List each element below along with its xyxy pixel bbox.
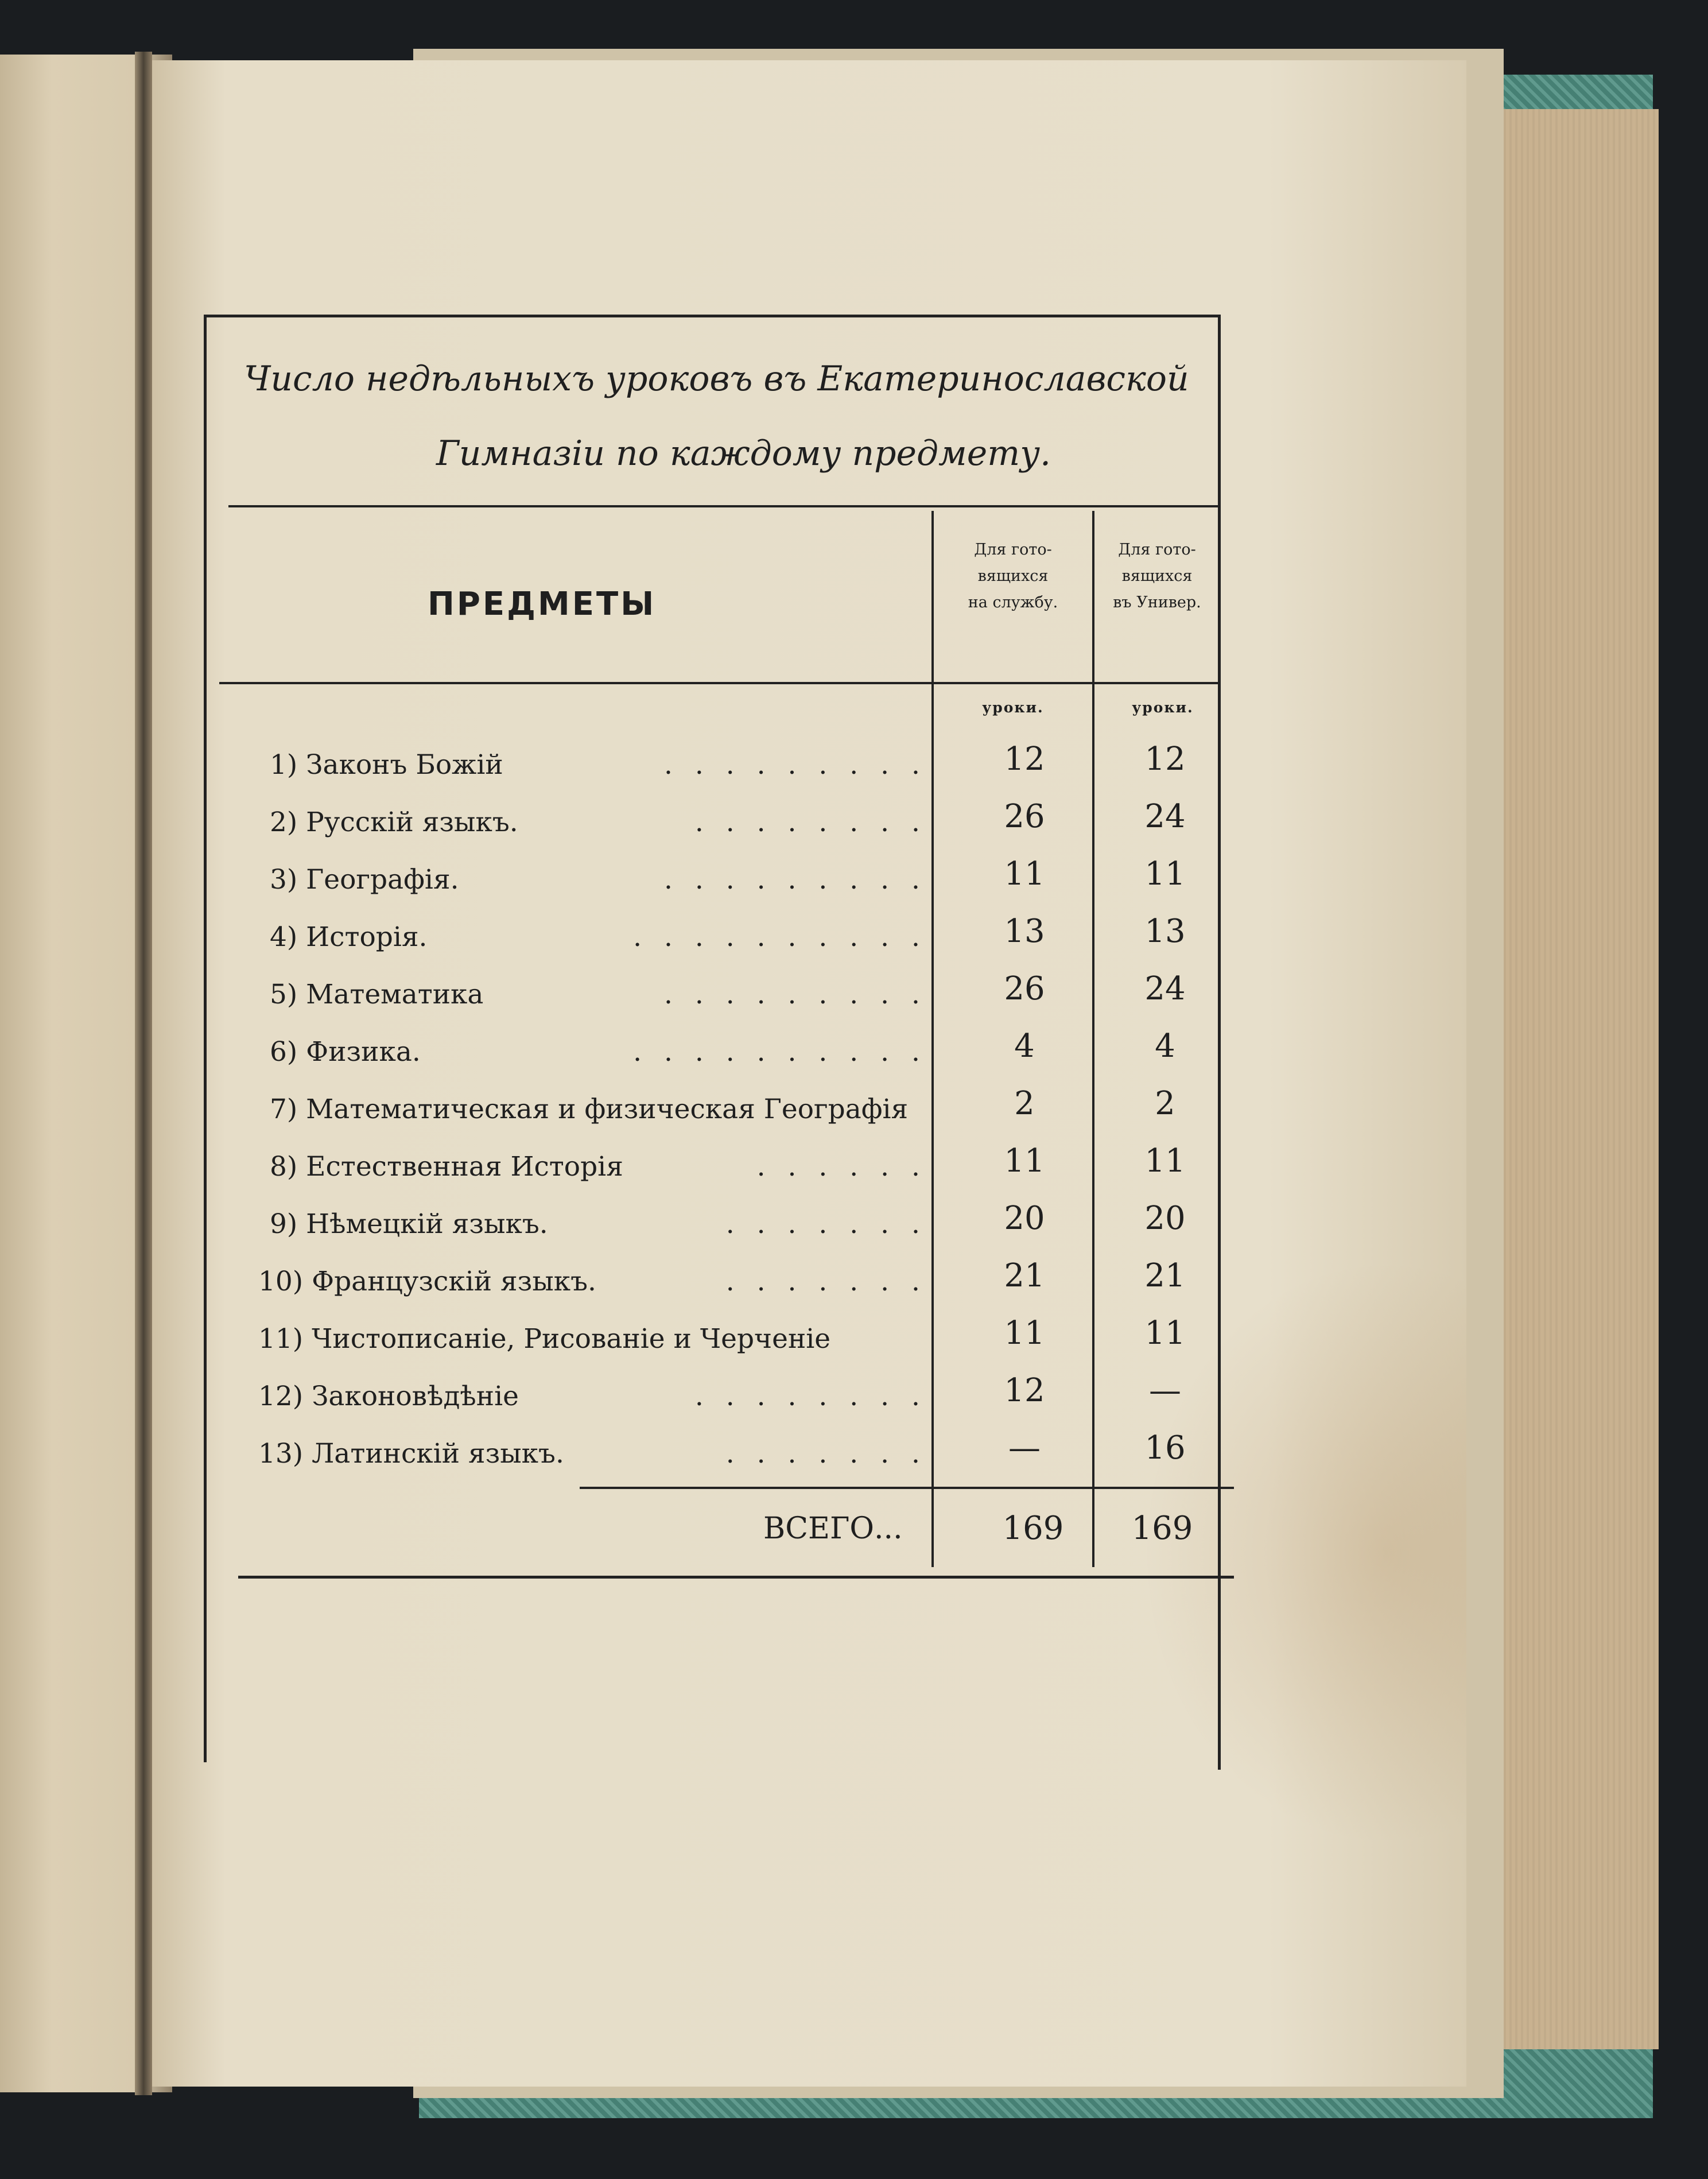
col-header-university: Для гото- вящихся въ Универ. [1113, 541, 1201, 611]
service-lessons: 11 [1004, 855, 1045, 893]
leader-dots: . . . . . . . . . [664, 864, 927, 895]
header-divider [219, 682, 1221, 684]
service-lessons: 21 [1004, 1257, 1045, 1294]
total-top-rule [580, 1487, 1234, 1489]
subject-label: 10) Французскій языкъ. [258, 1266, 596, 1297]
subject-label: 1) Законъ Божій [270, 749, 503, 781]
subject-label: 11) Чистописаніе, Рисованіе и Черченіе [258, 1323, 831, 1355]
total-service: 169 [1002, 1510, 1064, 1547]
subject-label: 8) Естественная Исторія [270, 1151, 623, 1182]
subject-label: 4) Исторія. [270, 921, 428, 953]
subject-label: 5) Математика [270, 979, 484, 1010]
subject-label: 2) Русскій языкъ. [270, 807, 518, 838]
title-divider [228, 505, 1220, 507]
service-lessons: 26 [1004, 970, 1045, 1007]
leader-dots: . . . . . . . . . [664, 979, 927, 1010]
table-title-line-2: Гимназіи по каждому предмету. [436, 433, 1051, 474]
service-lessons: 2 [1014, 1085, 1035, 1122]
university-lessons: 16 [1144, 1429, 1186, 1467]
university-lessons: 24 [1144, 970, 1186, 1007]
leader-dots: . . . . . . . . [694, 1381, 927, 1412]
service-lessons: 12 [1004, 1372, 1045, 1409]
subject-label: 3) Географія. [270, 864, 459, 895]
university-lessons: 20 [1144, 1200, 1186, 1237]
service-lessons: 12 [1004, 740, 1045, 778]
service-lessons: 20 [1004, 1200, 1045, 1237]
service-lessons: 13 [1004, 913, 1045, 950]
subject-label: 9) Нѣмецкій языкъ. [270, 1208, 548, 1240]
university-lessons: 24 [1144, 798, 1186, 835]
university-lessons: — [1149, 1372, 1181, 1409]
subject-label: 12) Законовѣдѣніе [258, 1381, 519, 1412]
university-lessons: 2 [1155, 1085, 1175, 1122]
table-left-border [204, 315, 207, 1762]
unit-label-service: уроки. [982, 699, 1044, 716]
subject-label: 7) Математическая и физическая Географія [270, 1094, 909, 1125]
subject-label: 13) Латинскій языкъ. [258, 1438, 564, 1470]
subjects-header: ПРЕДМЕТЫ [428, 586, 657, 623]
university-lessons: 11 [1144, 1315, 1186, 1352]
total-bottom-rule [238, 1576, 1234, 1579]
university-lessons: 21 [1144, 1257, 1186, 1294]
leader-dots: . . . . . . . [725, 1266, 927, 1297]
unit-label-university: уроки. [1132, 699, 1194, 716]
subject-label: 6) Физика. [270, 1036, 421, 1068]
total-label: ВСЕГО... [763, 1511, 903, 1546]
total-university: 169 [1131, 1510, 1193, 1547]
leader-dots: . . . . . . . . . . [633, 921, 927, 953]
university-lessons: 12 [1144, 740, 1186, 778]
university-lessons: 11 [1144, 855, 1186, 893]
leader-dots: . . . . . . . . . . [633, 1036, 927, 1068]
leader-dots: . . . . . . . [725, 1438, 927, 1470]
table-title-line-1: Число недѣльныхъ уроковъ въ Екатеринославской [244, 359, 1189, 399]
university-lessons: 4 [1155, 1028, 1175, 1065]
service-lessons: — [1008, 1429, 1041, 1467]
service-lessons: 26 [1004, 798, 1045, 835]
service-lessons: 4 [1014, 1028, 1035, 1065]
university-lessons: 13 [1144, 913, 1186, 950]
service-lessons: 11 [1004, 1142, 1045, 1180]
leader-dots: . . . . . . . [725, 1208, 927, 1240]
university-lessons: 11 [1144, 1142, 1186, 1180]
leader-dots: . . . . . . . . [694, 807, 927, 838]
col-header-service: Для гото- вящихся на службу. [968, 541, 1058, 611]
leader-dots: . . . . . . [756, 1151, 927, 1182]
leader-dots: . . . . . . . . . [664, 749, 927, 781]
column-divider-1 [931, 511, 934, 1567]
service-lessons: 11 [1004, 1315, 1045, 1352]
table-top-border [204, 315, 1220, 317]
